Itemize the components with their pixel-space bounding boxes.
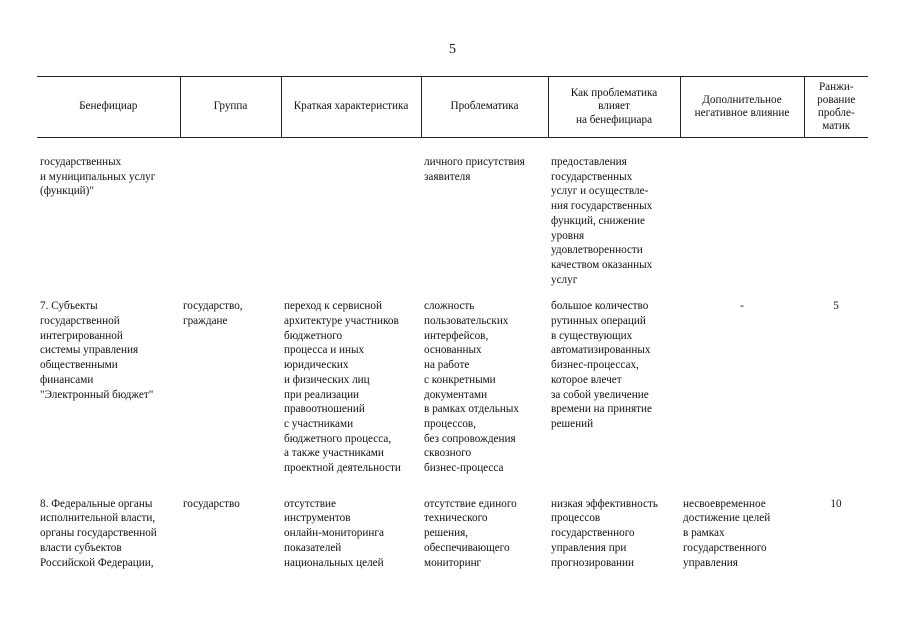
cell-impact: низкая эффективность процессов государственного управления при прогнозировании [551, 497, 658, 569]
cell-negative-impact: - [740, 300, 744, 313]
cell-problem: сложность пользовательских интерфейсов, основанных на работе с конкретными документами в рамках отдельных процессов, без сопровождения сквозного бизнес-процесса [424, 300, 519, 475]
beneficiary-table [37, 76, 868, 570]
header-group: Группа [180, 77, 281, 138]
header-impact: Как проблематика влияет на бенефициара [548, 77, 680, 138]
cell-rank: 10 [830, 497, 842, 510]
cell-description [281, 138, 421, 288]
cell-negative-impact: несвоевременное достижение целей в рамках государственного управления [683, 497, 771, 569]
table-row [37, 138, 868, 288]
cell-impact: предоставления государственных услуг и осуществле- ния государственных функций, снижение уровня удовлетворенности качеством оказанных услуг [551, 156, 653, 286]
header-beneficiary: Бенефициар [37, 77, 180, 138]
cell-problem: личного присутствия заявителя [424, 156, 525, 183]
cell-beneficiary: 8. Федеральные органы исполнительной власти, органы государственной власти субъектов Российской Федерации, [40, 497, 157, 569]
header-rank: Ранжи- рование пробле- матик [804, 77, 868, 138]
table-row [37, 476, 868, 571]
table-header-row [37, 77, 868, 138]
cell-beneficiary: государственных и муниципальных услуг (функций)" [40, 156, 156, 198]
cell-group: государство [183, 497, 240, 510]
cell-group [180, 138, 281, 288]
header-problem: Проблематика [421, 77, 548, 138]
header-description: Краткая характеристика [281, 77, 421, 138]
page-number: 5 [449, 42, 456, 57]
cell-group: государство, граждане [183, 300, 243, 328]
cell-negative-impact [680, 138, 804, 288]
cell-description: отсутствие инструментов онлайн-мониторинга показателей национальных целей [284, 497, 384, 569]
cell-beneficiary: 7. Субъекты государственной интегрированной системы управления общественными финансами "Электронный бюджет" [40, 300, 154, 401]
cell-description: переход к сервисной архитектуре участников бюджетного процесса и иных юридических и физических лиц при реализации правоотношений с участниками бюджетного процесса, а также участниками проектной деятельности [284, 300, 401, 475]
cell-problem: отсутствие единого технического решения, обеспечивающего мониторинг [424, 497, 517, 569]
cell-rank: 5 [833, 300, 839, 313]
header-negative-impact: Дополнительное негативное влияние [680, 77, 804, 138]
table-row [37, 287, 868, 475]
cell-rank [804, 138, 868, 288]
cell-impact: большое количество рутинных операций в существующих автоматизированных бизнес-процессах, которое влечет за собой увеличение времени на принятие решений [551, 300, 652, 430]
